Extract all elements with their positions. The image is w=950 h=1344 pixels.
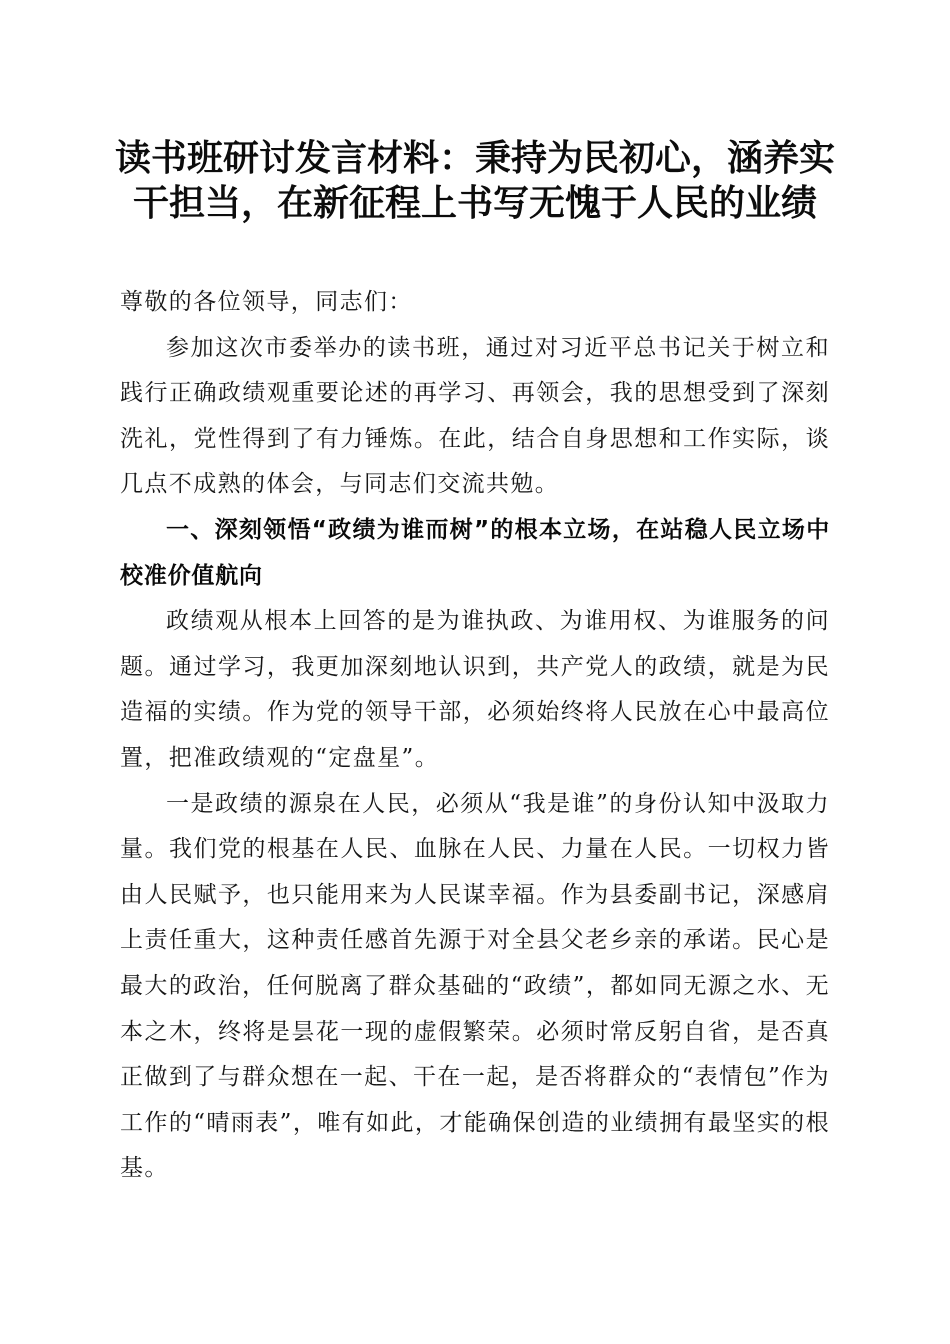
title-line-1: 读书班研讨发言材料：秉持为民初心，涵养实 — [114, 137, 835, 179]
paragraph-intro: 参加这次市委举办的读书班，通过对习近平总书记关于树立和践行正确政绩观重要论述的再学习、再领会，我的思想受到了深刻洗礼，党性得到了有力锤炼。在此，结合自身思想和工作实际，谈几点不成熟的体会，与同志们交流共勉。 — [120, 334, 830, 498]
salutation: 尊敬的各位领导，同志们： — [120, 289, 413, 315]
section-heading-1: 一、深刻领悟“政绩为谁而树”的根本立场，在站稳人民立场中校准价值航向 — [120, 516, 830, 589]
paragraph-section-1: 政绩观从根本上回答的是为谁执政、为谁用权、为谁服务的问题。通过学习，我更加深刻地认识到，共产党人的政绩，就是为民造福的实绩。作为党的领导干部，必须始终将人民放在心中最高位置，把准政绩观的“定盘星”。 — [120, 608, 830, 771]
paragraph-point-1: 一是政绩的源泉在人民，必须从“我是谁”的身份认知中汲取力量。我们党的根基在人民、血脉在人民、力量在人民。一切权力皆由人民赋予，也只能用来为人民谋幸福。作为县委副书记，深感肩上责任重大，这种责任感首先源于对全县父老乡亲的承诺。民心是最大的政治，任何脱离了群众基础的“政绩”，都如同无源之水、无本之木，终将是昙花一现的虚假繁荣。必须时常反躬自省，是否真正做到了与群众想在一起、干在一起，是否将群众的“表情包”作为工作的“晴雨表”，唯有如此，才能确保创造的业绩拥有最坚实的根基。 — [120, 790, 830, 1182]
document-title — [100, 136, 850, 226]
document-body — [120, 280, 830, 1192]
title-line-2: 干担当，在新征程上书写无愧于人民的业绩 — [132, 182, 817, 224]
